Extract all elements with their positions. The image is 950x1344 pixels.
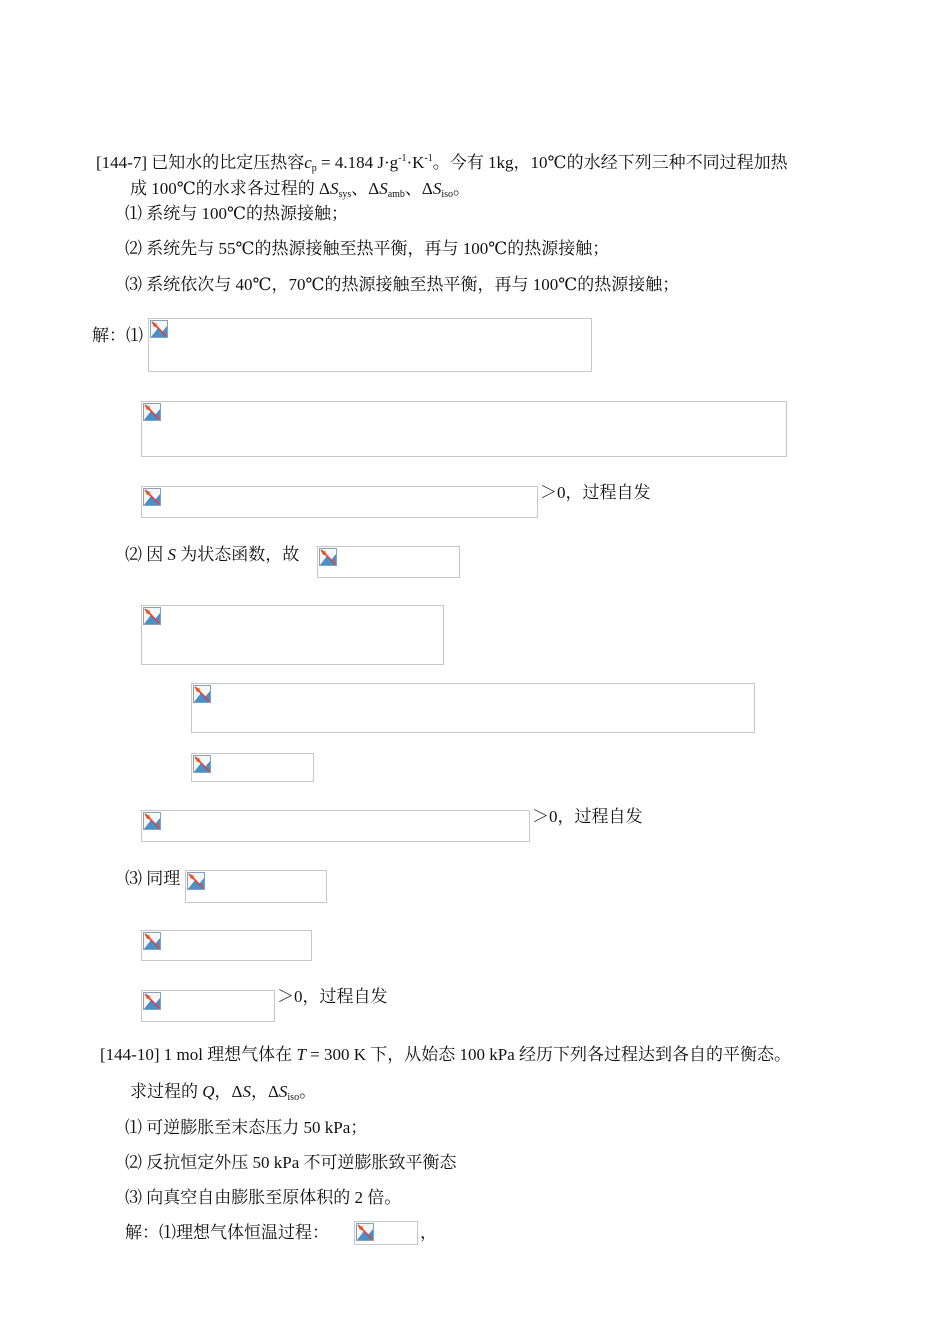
period: 。 [299,1082,317,1101]
period: 。 [453,179,471,198]
broken-image-icon [143,992,161,1010]
broken-image-icon [143,607,161,625]
entropy-symbol: S [432,179,442,198]
cp-symbol: c [304,153,312,172]
solution-1-item-3: ⑶ 同理 [125,869,181,888]
broken-image-icon [143,403,161,421]
broken-image-icon [193,755,211,773]
entropy-symbol: S [379,179,388,198]
equation-image [317,546,460,578]
problem-2-line-2 [130,1081,316,1106]
exponent-k: -1 [424,153,433,164]
problem-2-item-1: ⑴ 可逆膨胀至末态压力 50 kPa； [125,1118,368,1137]
broken-image-icon [193,685,211,703]
problem-1-item-2: ⑵ 系统先与 55℃的热源接触至热平衡，再与 100℃的热源接触； [125,239,610,258]
problem-2-text-b: = 300 K 下，从始态 100 kPa 经历下列各过程达到各自的平衡态。 [305,1045,792,1064]
entropy-symbol: S [167,545,176,564]
solution-2-tail: ， [420,1223,437,1242]
problem-2-tag: [144-10] [100,1045,160,1064]
problem-1-line-1 [96,152,788,177]
item-2-text-b: 为状态函数，故 [180,545,300,564]
broken-image-icon [150,320,168,338]
unit-k: ·K [406,153,425,172]
item-2-text-a: ⑵ 因 [125,545,164,564]
problem-1-line-2 [130,178,470,203]
entropy-symbol: S [329,179,339,198]
spontaneous-note-2: ＞0，过程自发 [532,807,643,826]
equation-image [148,318,592,372]
problem-1-item-1: ⑴ 系统与 100℃的热源接触； [125,204,349,223]
sub-sys: sys [338,189,352,200]
equation-image [141,605,444,665]
separator: ，Δ [214,1082,243,1101]
sub-iso: iso [287,1092,300,1103]
equation-image [141,810,530,842]
solution-2-lead: 解：⑴理想气体恒温过程： [125,1223,329,1242]
problem-2-line-1 [100,1044,791,1066]
broken-image-icon [356,1223,374,1241]
entropy-symbol: S [242,1082,251,1101]
equation-image [141,486,538,518]
equation-image [185,870,327,903]
sub-iso: iso [441,189,454,200]
spontaneous-note-3: ＞0，过程自发 [277,987,388,1006]
problem-2-text-a: 1 mol 理想气体在 [163,1045,293,1064]
separator: 、Δ [404,179,433,198]
broken-image-icon [143,812,161,830]
equation-image [141,990,275,1022]
equation-image [191,753,314,782]
broken-image-icon [319,548,337,566]
cp-subscript: p [311,163,317,174]
problem-2-item-2: ⑵ 反抗恒定外压 50 kPa 不可逆膨胀致平衡态 [125,1153,457,1172]
exponent-g: -1 [398,153,407,164]
separator: 、Δ [351,179,380,198]
problem-1-intro: 已知水的比定压热容 [151,153,305,172]
solution-1-lead: 解：⑴ [92,326,143,345]
broken-image-icon [143,932,161,950]
solution-1-item-2 [125,544,299,566]
equation-image [141,401,787,457]
separator: ，Δ [250,1082,279,1101]
equation-image [141,930,312,961]
problem-2-item-3: ⑶ 向真空自由膨胀至原体积的 2 倍。 [125,1188,402,1207]
equation-image [191,683,755,733]
spontaneous-note-1: ＞0，过程自发 [540,483,651,502]
heat-symbol: Q [202,1082,215,1101]
problem-1-line-2-text: 成 100℃的水求各过程的 Δ [130,179,330,198]
cp-value: = 4.184 J·g [316,153,399,172]
sub-amb: amb [387,189,405,200]
equation-image [354,1221,418,1245]
entropy-symbol: S [278,1082,288,1101]
problem-1-tag: [144-7] [96,153,147,172]
problem-1-item-3: ⑶ 系统依次与 40℃，70℃的热源接触至热平衡，再与 100℃的热源接触； [125,275,680,294]
broken-image-icon [187,872,205,890]
problem-1-intro-b: 。今有 1kg，10℃的水经下列三种不同过程加热 [432,153,788,172]
problem-2-line-2-text: 求过程的 [130,1082,198,1101]
broken-image-icon [143,488,161,506]
temperature-symbol: T [296,1045,306,1064]
